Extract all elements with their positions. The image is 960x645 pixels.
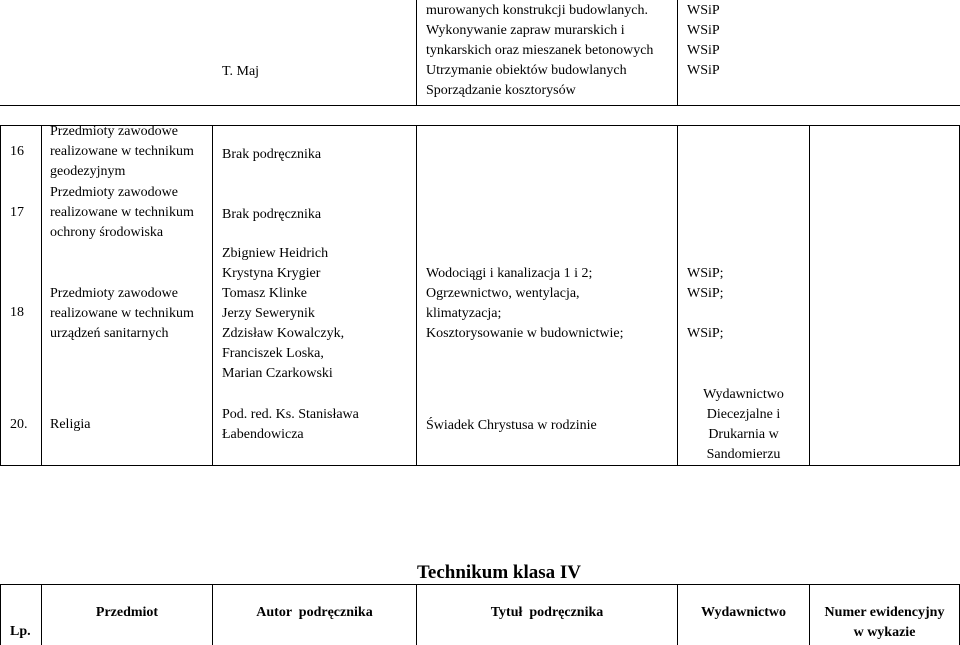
top-publisher-line: WSiP: [687, 43, 720, 58]
grid-line: [809, 125, 810, 465]
top-title-line: Sporządzanie kosztorysów: [426, 83, 576, 98]
subject-line: ochrony środowiska: [50, 225, 164, 240]
author-line: Tomasz Klinke: [222, 286, 307, 301]
header-number-line: Numer ewidencyjny: [824, 605, 945, 620]
grid-line: [0, 584, 1, 645]
top-title-cell: [426, 1, 653, 101]
title-line: Wodociągi i kanalizacja 1 i 2;: [426, 266, 593, 281]
grid-line: [416, 125, 417, 465]
grid-line: [0, 584, 960, 585]
header-author: Autor podręcznika: [256, 605, 373, 620]
subject-line: Przedmioty zawodowe: [50, 124, 178, 139]
grid-line: [0, 125, 1, 465]
author-line: Zbigniew Heidrich: [222, 246, 329, 261]
subject-cell: Religia: [50, 417, 91, 432]
row-number: 18: [10, 305, 24, 320]
title-line: Ogrzewnictwo, wentylacja,: [426, 286, 580, 301]
subject-line: realizowane w technikum: [50, 144, 194, 159]
title-line: klimatyzacja;: [426, 306, 502, 321]
top-publisher-cell: [687, 1, 720, 81]
header-title: Tytuł podręcznika: [490, 605, 604, 620]
top-title-line: Wykonywanie zapraw murarskich i: [426, 23, 625, 38]
subject-line: urządzeń sanitarnych: [50, 326, 169, 341]
grid-line: [0, 105, 960, 106]
publisher-line: [687, 304, 724, 324]
grid-line: [41, 125, 42, 465]
row-number: 20.: [10, 417, 28, 432]
row-number: 17: [10, 205, 24, 220]
top-title-line: tynkarskich oraz mieszanek betonowych: [426, 43, 654, 58]
author-cell: Brak podręcznika: [222, 207, 322, 222]
publisher-line: Drukarnia w: [708, 427, 779, 442]
top-author-cell: T. Maj: [222, 64, 260, 79]
row-number: 16: [10, 144, 24, 159]
author-line: Krystyna Krygier: [222, 266, 321, 281]
author-cell: [222, 405, 359, 445]
grid-line: [416, 0, 417, 106]
top-title-line: Utrzymanie obiektów budowlanych: [426, 63, 627, 78]
section-title: Technikum klasa IV: [417, 562, 582, 583]
publisher-line: WSiP;: [687, 266, 724, 281]
header-publisher: Wydawnictwo: [700, 605, 787, 620]
publisher-line: WSiP;: [687, 286, 724, 301]
grid-line: [212, 125, 213, 465]
author-line: Łabendowicza: [222, 427, 304, 442]
author-line: Zdzisław Kowalczyk,: [222, 326, 345, 341]
author-line: Pod. red. Ks. Stanisława: [222, 407, 359, 422]
header-subject: Przedmiot: [95, 605, 159, 620]
title-cell: [426, 264, 624, 344]
header-number: [810, 603, 959, 643]
subject-cell: [50, 183, 194, 243]
subject-line: Przedmioty zawodowe: [50, 286, 178, 301]
publisher-cell: [687, 264, 724, 344]
publisher-line: WSiP;: [687, 326, 724, 341]
subject-cell: [50, 284, 194, 344]
publisher-line: Diecezjalne i: [706, 407, 781, 422]
subject-line: realizowane w technikum: [50, 205, 194, 220]
author-line: Franciszek Loska,: [222, 346, 324, 361]
subject-cell: [50, 122, 194, 182]
subject-line: Przedmioty zawodowe: [50, 185, 178, 200]
author-line: Marian Czarkowski: [222, 366, 333, 381]
top-publisher-line: WSiP: [687, 23, 720, 38]
grid-line: [677, 0, 678, 106]
top-publisher-line: WSiP: [687, 63, 720, 78]
top-publisher-line: WSiP: [687, 3, 720, 18]
author-cell: Brak podręcznika: [222, 147, 322, 162]
publisher-line: Wydawnictwo: [703, 387, 784, 402]
author-cell: [222, 244, 344, 384]
title-cell: Świadek Chrystusa w rodzinie: [426, 418, 597, 433]
grid-line: [0, 465, 960, 466]
header-number-line: w wykazie: [853, 625, 916, 640]
title-line: Kosztorysowanie w budownictwie;: [426, 326, 624, 341]
top-title-line: murowanych konstrukcji budowlanych.: [426, 3, 649, 18]
publisher-line: Sandomierzu: [706, 447, 781, 462]
publisher-cell: [678, 385, 809, 465]
subject-line: geodezyjnym: [50, 164, 126, 179]
subject-line: realizowane w technikum: [50, 306, 194, 321]
author-line: Jerzy Sewerynik: [222, 306, 315, 321]
header-lp: Lp.: [10, 624, 31, 639]
